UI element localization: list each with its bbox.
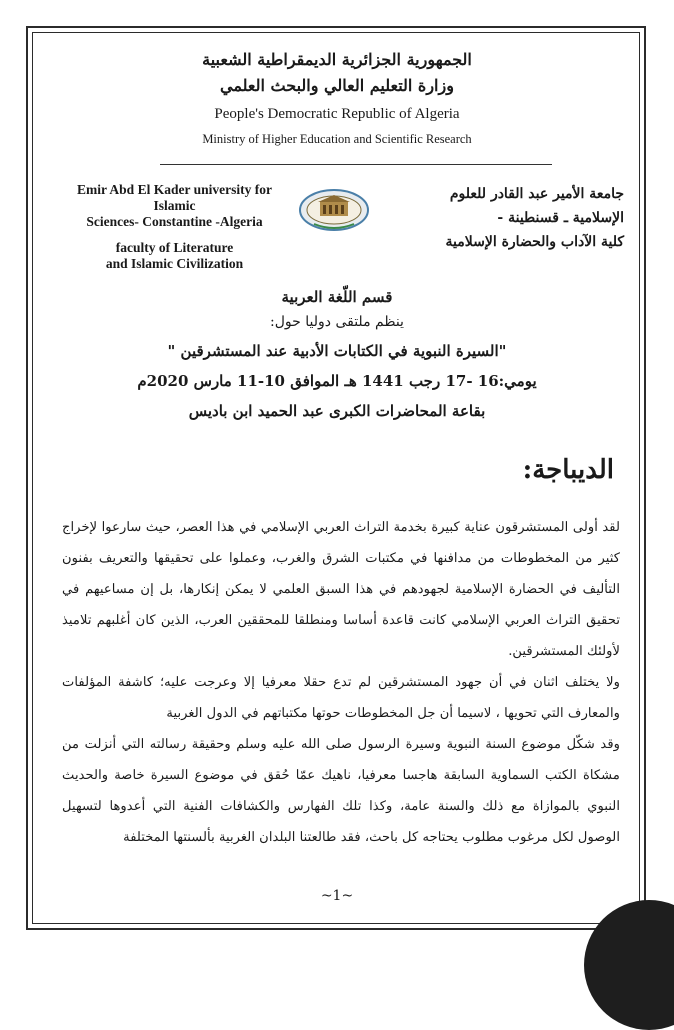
ministry-english: Ministry of Higher Education and Scientific Research	[202, 132, 472, 146]
university-ar-line1: جامعة الأمير عبد القادر للعلوم	[449, 186, 624, 202]
header-divider	[160, 164, 552, 165]
preamble-paragraph-1: لقد أولى المستشرقون عناية كبيرة بخدمة التراث العربي الإسلامي في هذا العصر، حيث سارعوا لإخراج كثير من المخطوطات من مدافنها في مكتبات الشرق والغرب، وعملوا على تحقيقها والتعريف بفنون التأليف في الحضارة الإسلامية لجهودهم في هذا السبق العلمي لا يمكن إنكارها، بل إن مساعيهم في تحقيق التراث العربي الإسلامي كانت قاعدة أساسا ومنطلقا للمحققين العرب، الذين كان أغلبهم تلاميذ لأولئك المستشرقين.	[62, 520, 620, 659]
preamble-paragraph-2: ولا يختلف اثنان في أن جهود المستشرقين لم تدع حقلا معرفيا إلا وعرجت عليه؛ كاشفة المؤلفات والمعارف التي تحويها ، لاسيما أن جل المخطوطات حوتها مكتباتهم في الدول الغربية	[62, 675, 620, 721]
organizes-label: ينظم ملتقى دوليا حول:	[270, 314, 404, 330]
event-venue: بقاعة المحاضرات الكبرى عبد الحميد ابن باديس	[188, 402, 486, 420]
university-english-block	[62, 182, 287, 272]
university-en-line2: Islamic	[153, 198, 196, 213]
preamble-body	[62, 512, 620, 853]
ministry-arabic: وزارة التعليم العالي والبحث العلمي	[220, 76, 454, 95]
faculty-en-line2: and Islamic Civilization	[105, 256, 244, 271]
university-ar-line3: كلية الآداب والحضارة الإسلامية	[445, 234, 624, 250]
university-logo	[296, 186, 372, 234]
preamble-heading: الديباجة:	[522, 455, 614, 485]
university-arabic-block	[399, 182, 624, 254]
event-title: "السيرة النبوية في الكتابات الأدبية عند المستشرقين "	[167, 342, 507, 360]
republic-arabic: الجمهورية الجزائرية الديمقراطية الشعبية	[202, 50, 472, 69]
university-en-line3: Sciences- Constantine -Algeria	[86, 214, 263, 229]
page-number: ~1~	[320, 888, 354, 904]
university-ar-line2: الإسلامية ـ قسنطينة -	[497, 210, 624, 226]
republic-english: People's Democratic Republic of Algeria	[214, 106, 460, 122]
preamble-paragraph-3: وقد شكّل موضوع السنة النبوية وسيرة الرسول صلى الله عليه وسلم وحقيقة رسالته التي أنزلت من مشكاة الكتب السماوية السابقة هاجسا معرفيا، ناهيك عمّا حُقق في موضوع السيرة خاصة والحديث النبوي بالموازاة مع ذلك والسنة عامة، وكذا تلك الفهارس والكشافات الفنية التي أعدوها لتسهيل الوصول لكل مرغوب مطلوب يحتاجه كل باحث، فقد طالعتنا البلدان الغربية بألسنتها المختلفة	[62, 737, 620, 845]
faculty-en-line1: faculty of Literature	[115, 240, 234, 255]
department: قسم اللّغة العربية	[281, 288, 393, 306]
event-dates: يومي:16 -17 رجب 1441 هـ الموافق 10-11 مارس 2020م	[137, 372, 537, 390]
university-en-line1: Emir Abd El Kader university for	[77, 182, 272, 197]
